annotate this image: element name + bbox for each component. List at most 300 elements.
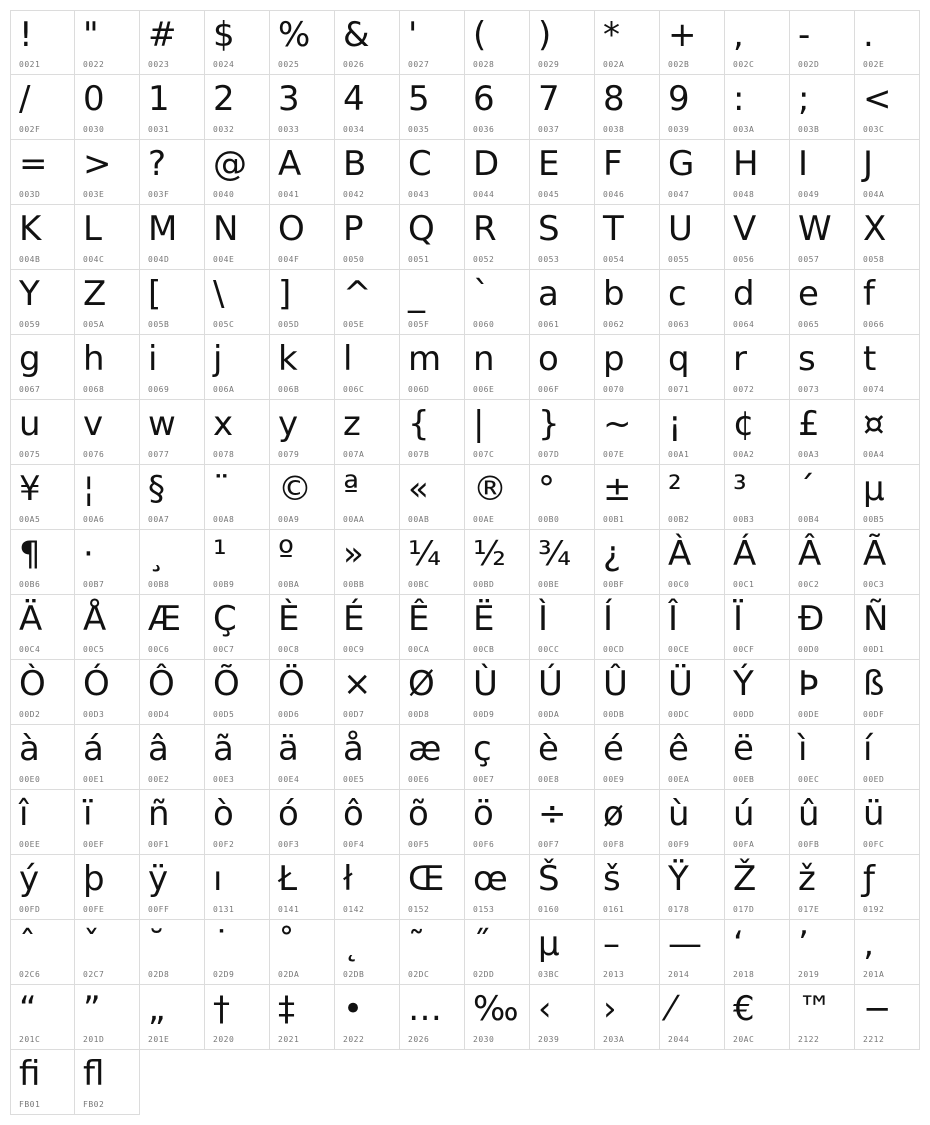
glyph-cell <box>660 205 725 270</box>
glyph-char: ã <box>213 729 234 769</box>
glyph-code: 017D <box>733 905 755 914</box>
glyph-cell <box>75 465 140 530</box>
glyph-cell <box>400 985 465 1050</box>
glyph-char: À <box>668 534 692 574</box>
glyph-cell <box>270 725 335 790</box>
glyph-char: Ø <box>408 664 435 704</box>
glyph-char: Ý <box>733 664 754 704</box>
glyph-code: 00B5 <box>863 515 885 524</box>
glyph-char: J <box>863 144 874 184</box>
glyph-char: ü <box>863 794 885 834</box>
glyph-code: 017E <box>798 905 820 914</box>
glyph-code: 005C <box>213 320 235 329</box>
glyph-cell <box>725 725 790 790</box>
glyph-char: D <box>473 144 500 184</box>
glyph-cell <box>140 205 205 270</box>
glyph-char: = <box>19 144 48 184</box>
glyph-cell <box>400 335 465 400</box>
glyph-cell <box>725 595 790 660</box>
glyph-char: ‹ <box>538 989 552 1029</box>
glyph-char: é <box>603 729 624 769</box>
glyph-code: 00BA <box>278 580 300 589</box>
glyph-cell <box>660 985 725 1050</box>
glyph-char: w <box>148 404 176 444</box>
glyph-code: 0057 <box>798 255 820 264</box>
glyph-char: Æ <box>148 599 182 639</box>
glyph-char: ˝ <box>473 924 490 964</box>
glyph-char: à <box>19 729 40 769</box>
glyph-cell <box>595 595 660 660</box>
glyph-char: # <box>148 15 177 55</box>
glyph-char: j <box>213 339 223 379</box>
glyph-char: ˆ <box>19 924 36 964</box>
glyph-cell <box>270 855 335 920</box>
glyph-code: 00B7 <box>83 580 105 589</box>
glyph-code: 0064 <box>733 320 755 329</box>
glyph-char: ; <box>798 79 810 119</box>
glyph-cell <box>855 10 920 75</box>
glyph-code: 0060 <box>473 320 495 329</box>
glyph-code: 00E2 <box>148 775 170 784</box>
glyph-cell <box>270 530 335 595</box>
glyph-code: 0040 <box>213 190 235 199</box>
glyph-cell <box>595 140 660 205</box>
glyph-char: ` <box>473 274 490 314</box>
glyph-code: 2026 <box>408 1035 430 1044</box>
glyph-code: 006D <box>408 385 430 394</box>
glyph-cell <box>725 530 790 595</box>
glyph-cell <box>10 335 75 400</box>
glyph-char: q <box>668 339 690 379</box>
glyph-char: Ï <box>733 599 744 639</box>
glyph-code: 00CC <box>538 645 560 654</box>
glyph-code: 005F <box>408 320 430 329</box>
glyph-char: Q <box>408 209 435 249</box>
glyph-char: ¢ <box>733 404 755 444</box>
glyph-cell <box>465 270 530 335</box>
glyph-code: 004C <box>83 255 105 264</box>
glyph-cell <box>205 530 270 595</box>
glyph-code: 00FD <box>19 905 41 914</box>
glyph-char: b <box>603 274 625 314</box>
glyph-char: “ <box>19 989 37 1029</box>
glyph-cell <box>400 400 465 465</box>
glyph-cell <box>465 465 530 530</box>
glyph-code: 0054 <box>603 255 625 264</box>
glyph-cell <box>465 920 530 985</box>
glyph-char: l <box>343 339 353 379</box>
glyph-cell <box>205 400 270 465</box>
glyph-cell <box>790 595 855 660</box>
glyph-code: 00AB <box>408 515 430 524</box>
glyph-cell <box>595 465 660 530</box>
glyph-cell <box>205 855 270 920</box>
glyph-cell <box>595 400 660 465</box>
glyph-code: 00C6 <box>148 645 170 654</box>
glyph-cell <box>335 400 400 465</box>
glyph-char: · <box>83 534 94 574</box>
glyph-cell <box>205 595 270 660</box>
glyph-cell <box>10 660 75 725</box>
glyph-cell <box>10 270 75 335</box>
glyph-code: 00C8 <box>278 645 300 654</box>
glyph-cell <box>660 595 725 660</box>
glyph-code: 0055 <box>668 255 690 264</box>
glyph-char: d <box>733 274 755 314</box>
glyph-cell <box>530 985 595 1050</box>
glyph-cell <box>725 335 790 400</box>
glyph-code: 203A <box>603 1035 625 1044</box>
glyph-code: 002F <box>19 125 41 134</box>
glyph-char: Ù <box>473 664 498 704</box>
glyph-code: 0045 <box>538 190 560 199</box>
glyph-code: 0028 <box>473 60 495 69</box>
glyph-code: 004D <box>148 255 170 264</box>
glyph-cell <box>465 530 530 595</box>
glyph-char: ﬂ <box>83 1054 105 1094</box>
glyph-cell <box>530 400 595 465</box>
glyph-code: 00D2 <box>19 710 41 719</box>
glyph-cell <box>205 465 270 530</box>
glyph-char: ] <box>278 274 292 314</box>
glyph-char: … <box>408 989 442 1029</box>
glyph-code: 00D9 <box>473 710 495 719</box>
glyph-code: 0073 <box>798 385 820 394</box>
glyph-cell <box>270 10 335 75</box>
glyph-code: 00FB <box>798 840 820 849</box>
glyph-cell <box>270 140 335 205</box>
glyph-char: v <box>83 404 104 444</box>
glyph-cell <box>790 725 855 790</box>
glyph-char: § <box>148 469 165 509</box>
glyph-cell <box>335 855 400 920</box>
glyph-char: Ł <box>278 859 298 899</box>
glyph-cell <box>725 855 790 920</box>
glyph-cell <box>205 725 270 790</box>
glyph-code: 00E4 <box>278 775 300 784</box>
glyph-code: 00F9 <box>668 840 690 849</box>
glyph-char: Û <box>603 664 628 704</box>
glyph-cell <box>205 140 270 205</box>
glyph-cell <box>595 75 660 140</box>
glyph-char: ” <box>83 989 101 1029</box>
glyph-code: 0067 <box>19 385 41 394</box>
glyph-code: 02DD <box>473 970 495 979</box>
glyph-code: 00B4 <box>798 515 820 524</box>
glyph-cell <box>790 10 855 75</box>
glyph-char: ê <box>668 729 689 769</box>
glyph-char: g <box>19 339 41 379</box>
glyph-code: 0049 <box>798 190 820 199</box>
glyph-cell <box>530 855 595 920</box>
glyph-code: 007D <box>538 450 560 459</box>
glyph-cell <box>530 595 595 660</box>
glyph-code: 02DB <box>343 970 365 979</box>
glyph-char: ä <box>278 729 299 769</box>
glyph-code: 0078 <box>213 450 235 459</box>
glyph-cell <box>855 595 920 660</box>
glyph-code: 00B3 <box>733 515 755 524</box>
glyph-code: 02D9 <box>213 970 235 979</box>
glyph-code: 00A6 <box>83 515 105 524</box>
glyph-code: 0051 <box>408 255 430 264</box>
glyph-code: 0075 <box>19 450 41 459</box>
glyph-cell <box>400 920 465 985</box>
glyph-cell <box>855 790 920 855</box>
glyph-char: ñ <box>148 794 170 834</box>
glyph-code: 002E <box>863 60 885 69</box>
glyph-cell <box>595 725 660 790</box>
glyph-cell <box>660 920 725 985</box>
glyph-cell <box>400 855 465 920</box>
glyph-code: 003D <box>19 190 41 199</box>
glyph-cell <box>660 10 725 75</box>
glyph-cell <box>75 205 140 270</box>
glyph-char: š <box>603 859 621 899</box>
glyph-cell <box>465 400 530 465</box>
glyph-cell <box>530 725 595 790</box>
glyph-code: 201D <box>83 1035 105 1044</box>
glyph-cell <box>530 140 595 205</box>
glyph-cell <box>465 10 530 75</box>
glyph-code: 201C <box>19 1035 41 1044</box>
glyph-char: è <box>538 729 559 769</box>
glyph-cell <box>660 660 725 725</box>
glyph-cell <box>465 790 530 855</box>
glyph-cell <box>140 75 205 140</box>
glyph-code: 02DA <box>278 970 300 979</box>
glyph-cell <box>855 985 920 1050</box>
glyph-char: £ <box>798 404 820 444</box>
glyph-cell <box>595 205 660 270</box>
glyph-cell <box>205 920 270 985</box>
glyph-char: | <box>473 404 485 444</box>
glyph-cell <box>660 790 725 855</box>
glyph-char: ‰ <box>473 989 519 1029</box>
glyph-char: − <box>863 989 892 1029</box>
glyph-code: 00EE <box>19 840 41 849</box>
glyph-char: Ñ <box>863 599 889 639</box>
glyph-char: ¶ <box>19 534 41 574</box>
glyph-char: 3 <box>278 79 300 119</box>
glyph-cell <box>660 270 725 335</box>
glyph-cell <box>400 595 465 660</box>
glyph-char: ¼ <box>408 534 441 574</box>
glyph-char: « <box>408 469 429 509</box>
glyph-cell <box>205 985 270 1050</box>
glyph-code: 0021 <box>19 60 41 69</box>
glyph-code: 00F4 <box>343 840 365 849</box>
glyph-code: FB02 <box>83 1100 105 1109</box>
glyph-char: . <box>863 15 874 55</box>
glyph-char: ´ <box>798 469 815 509</box>
glyph-char: % <box>278 15 311 55</box>
glyph-code: 00D0 <box>798 645 820 654</box>
glyph-cell <box>400 140 465 205</box>
glyph-cell <box>595 790 660 855</box>
glyph-cell <box>725 270 790 335</box>
glyph-code: 2019 <box>798 970 820 979</box>
glyph-code: 006A <box>213 385 235 394</box>
glyph-code: 00C7 <box>213 645 235 654</box>
glyph-cell <box>205 660 270 725</box>
glyph-code: 00CB <box>473 645 495 654</box>
glyph-code: 004B <box>19 255 41 264</box>
glyph-code: 00F7 <box>538 840 560 849</box>
glyph-code: 005E <box>343 320 365 329</box>
glyph-cell <box>10 595 75 660</box>
glyph-cell <box>140 725 205 790</box>
glyph-char: ‡ <box>278 989 295 1029</box>
glyph-code: 002D <box>798 60 820 69</box>
glyph-cell <box>140 465 205 530</box>
glyph-code: 00AA <box>343 515 365 524</box>
glyph-char: & <box>343 15 370 55</box>
glyph-code: 005A <box>83 320 105 329</box>
glyph-char: 8 <box>603 79 625 119</box>
glyph-cell <box>595 855 660 920</box>
glyph-code: 002A <box>603 60 625 69</box>
glyph-char: O <box>278 209 305 249</box>
glyph-char: 7 <box>538 79 560 119</box>
glyph-code: 00F2 <box>213 840 235 849</box>
glyph-code: 201E <box>148 1035 170 1044</box>
glyph-cell <box>530 920 595 985</box>
glyph-code: 00D8 <box>408 710 430 719</box>
glyph-cell <box>335 595 400 660</box>
glyph-code: 0029 <box>538 60 560 69</box>
glyph-cell <box>10 985 75 1050</box>
glyph-char: ¸ <box>148 534 165 574</box>
glyph-char: ù <box>668 794 690 834</box>
glyph-char: — <box>668 924 702 964</box>
glyph-char: å <box>343 729 364 769</box>
glyph-cell <box>400 790 465 855</box>
glyph-cell <box>855 660 920 725</box>
glyph-char: ° <box>538 469 555 509</box>
glyph-code: 00FC <box>863 840 885 849</box>
glyph-char: Í <box>603 599 614 639</box>
glyph-code: 004A <box>863 190 885 199</box>
glyph-char: * <box>603 15 620 55</box>
glyph-char: y <box>278 404 299 444</box>
glyph-char: Ÿ <box>668 859 689 899</box>
glyph-cell <box>725 400 790 465</box>
glyph-code: 00A3 <box>798 450 820 459</box>
glyph-code: 00DE <box>798 710 820 719</box>
glyph-code: 00B6 <box>19 580 41 589</box>
glyph-char: Ò <box>19 664 46 704</box>
glyph-code: 00C5 <box>83 645 105 654</box>
glyph-cell <box>400 660 465 725</box>
glyph-char: x <box>213 404 234 444</box>
glyph-char: @ <box>213 144 247 184</box>
glyph-cell <box>855 855 920 920</box>
glyph-cell <box>595 335 660 400</box>
glyph-char: × <box>343 664 372 704</box>
glyph-cell <box>790 660 855 725</box>
glyph-code: 00E8 <box>538 775 560 784</box>
glyph-code: 00D6 <box>278 710 300 719</box>
glyph-cell <box>530 465 595 530</box>
glyph-cell <box>10 75 75 140</box>
glyph-code: 0069 <box>148 385 170 394</box>
glyph-grid <box>10 10 920 1115</box>
glyph-cell <box>75 10 140 75</box>
glyph-cell <box>335 335 400 400</box>
glyph-code: 00DF <box>863 710 885 719</box>
glyph-char: ¨ <box>213 469 230 509</box>
glyph-code: 00E7 <box>473 775 495 784</box>
glyph-cell <box>10 205 75 270</box>
glyph-cell <box>205 75 270 140</box>
glyph-cell <box>335 725 400 790</box>
glyph-code: 0036 <box>473 125 495 134</box>
glyph-char: » <box>343 534 364 574</box>
glyph-cell <box>140 660 205 725</box>
glyph-char: Î <box>668 599 679 639</box>
glyph-cell <box>725 465 790 530</box>
glyph-code: 0065 <box>798 320 820 329</box>
glyph-code: 0030 <box>83 125 105 134</box>
glyph-char: " <box>83 15 99 55</box>
glyph-cell <box>595 920 660 985</box>
glyph-cell <box>140 985 205 1050</box>
glyph-code: 03BC <box>538 970 560 979</box>
glyph-char: V <box>733 209 757 249</box>
glyph-cell <box>270 985 335 1050</box>
glyph-cell <box>595 985 660 1050</box>
glyph-code: 0192 <box>863 905 885 914</box>
glyph-char: ! <box>19 15 33 55</box>
glyph-char: < <box>863 79 892 119</box>
glyph-char: ™ <box>798 989 832 1029</box>
glyph-char: 4 <box>343 79 365 119</box>
glyph-code: 0056 <box>733 255 755 264</box>
glyph-code: 00F3 <box>278 840 300 849</box>
glyph-code: 02DC <box>408 970 430 979</box>
glyph-char: L <box>83 209 102 249</box>
glyph-char: Ž <box>733 859 757 899</box>
glyph-code: 0032 <box>213 125 235 134</box>
glyph-cell <box>270 920 335 985</box>
glyph-cell <box>75 660 140 725</box>
glyph-cell <box>10 1050 75 1115</box>
glyph-code: 0178 <box>668 905 690 914</box>
glyph-char: m <box>408 339 442 379</box>
glyph-code: 00E0 <box>19 775 41 784</box>
glyph-char: ª <box>343 469 360 509</box>
glyph-char: á <box>83 729 104 769</box>
glyph-char: F <box>603 144 623 184</box>
glyph-char: μ <box>538 924 560 964</box>
glyph-char: \ <box>213 274 225 314</box>
glyph-char: ' <box>408 15 418 55</box>
glyph-code: 0131 <box>213 905 235 914</box>
glyph-cell <box>10 10 75 75</box>
glyph-cell <box>335 920 400 985</box>
glyph-code: FB01 <box>19 1100 41 1109</box>
glyph-cell <box>790 855 855 920</box>
glyph-code: 0066 <box>863 320 885 329</box>
glyph-code: 0063 <box>668 320 690 329</box>
glyph-code: 003B <box>798 125 820 134</box>
glyph-code: 007E <box>603 450 625 459</box>
glyph-cell <box>335 75 400 140</box>
glyph-code: 0050 <box>343 255 365 264</box>
glyph-code: 00EA <box>668 775 690 784</box>
glyph-code: 006C <box>343 385 365 394</box>
